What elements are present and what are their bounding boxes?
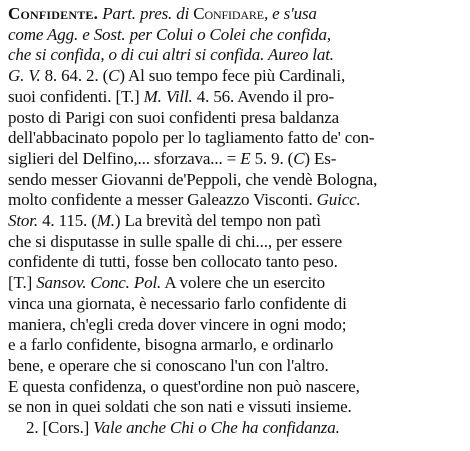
entry-line <box>8 315 463 336</box>
italic-segment: Part. pres. di <box>102 4 194 23</box>
entry-line <box>8 397 463 418</box>
entry-line <box>8 87 463 108</box>
entry-line <box>8 149 463 170</box>
entry-line <box>8 377 463 398</box>
italic-segment: G. V. <box>8 66 41 86</box>
italic-segment: E <box>240 148 251 168</box>
text-segment: molto confidente a messer Galeazzo Visconti. <box>8 190 317 210</box>
text-segment: 4. 115. ( <box>37 211 97 231</box>
italic-segment: C <box>293 148 305 168</box>
text-segment: ) La brevità del tempo non patì <box>114 211 321 231</box>
italic-segment: C <box>108 66 120 86</box>
text-segment: A volere che un esercito <box>161 273 325 293</box>
entry-line <box>8 294 463 315</box>
entry-line <box>8 45 463 66</box>
text-segment: maniera, ch'egli creda dover vincere in ogni modo; <box>8 314 347 334</box>
text-segment: suoi confidenti. [T.] <box>8 86 144 106</box>
text-segment: bene, e operare che si conoscano l'un con l'altro. <box>8 355 329 375</box>
italic-segment: Stor. <box>8 211 38 231</box>
text-segment: Confidare <box>193 4 264 23</box>
italic-segment: Guicc. <box>316 190 361 210</box>
entry-line <box>8 128 463 149</box>
text-segment: se non in quei soldati che son nati e vissuti insieme. <box>8 397 352 417</box>
italic-segment: come Agg. e Sost. per Colui o Colei che confida, <box>8 24 331 44</box>
text-segment: 4. 56. Avendo il pro- <box>192 86 335 106</box>
text-segment: vinca una giornata, è necessario farlo confidente di <box>8 293 347 313</box>
text-segment: 2. [Cors.] <box>26 418 94 438</box>
italic-segment: , e s'usa <box>263 4 317 23</box>
text-segment: sendo messer Giovanni de'Peppoli, che vendè Bologna, <box>8 169 378 189</box>
text-segment: posto di Parigi con suoi confidenti presa baldanza <box>8 107 339 127</box>
entry-line <box>8 211 463 232</box>
text-segment: ) Al suo tempo fece più Cardinali, <box>119 66 346 86</box>
text-segment: 5. 9. ( <box>250 148 294 168</box>
italic-segment: Sansov. Conc. Pol. <box>36 273 162 293</box>
entry-line <box>8 170 463 191</box>
italic-segment: M. Vill. <box>143 86 193 106</box>
entry-lemma: Confidente. <box>8 4 99 23</box>
text-segment: ) Es- <box>304 148 337 168</box>
entry-line <box>8 4 463 25</box>
entry-line <box>8 273 463 294</box>
entry-line <box>8 232 463 253</box>
entry-line <box>8 335 463 356</box>
text-segment: dell'abbacinato popolo per lo tagliamento fatto de' con- <box>8 128 375 148</box>
text-segment: che si disputasse in sulle spalle di chi..., per essere <box>8 231 343 251</box>
italic-segment: che si confida, o di cui altri si confida. Aureo lat. <box>8 45 334 65</box>
entry-line <box>8 25 463 46</box>
italic-segment: M. <box>96 211 115 231</box>
text-segment: e a farlo confidente, bisogna armarlo, e ordinarlo <box>8 335 334 355</box>
text-segment: [T.] <box>8 273 37 293</box>
text-segment: E questa confidenza, o quest'ordine non può nascere, <box>8 376 360 396</box>
text-segment: confidente di tutti, fosse ben collocato tanto peso. <box>8 252 338 272</box>
dictionary-entry <box>8 4 463 439</box>
text-segment: 8. 64. 2. ( <box>40 66 109 86</box>
entry-line <box>8 356 463 377</box>
italic-segment: Vale anche Chi o Che ha confidanza. <box>93 418 340 438</box>
entry-line <box>8 190 463 211</box>
text-segment: siglieri del Delfino,... sforzava... = <box>8 148 241 168</box>
entry-line <box>8 66 463 87</box>
entry-line <box>8 108 463 129</box>
entry-line <box>8 418 463 439</box>
entry-line <box>8 252 463 273</box>
